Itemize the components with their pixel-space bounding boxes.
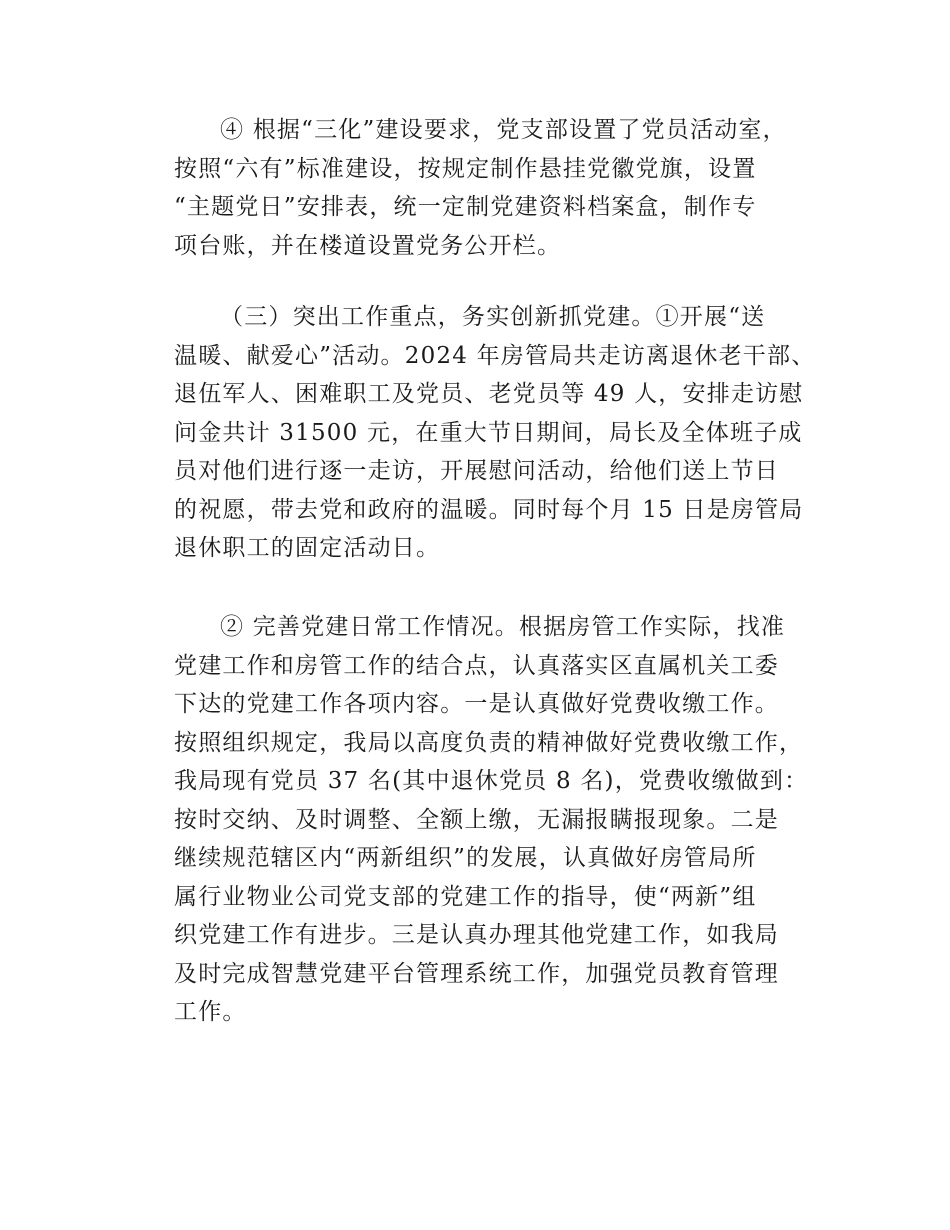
text-line: 我局现有党员 37 名(其中退休党员 8 名)，党费收缴做到：: [174, 768, 809, 794]
text-line: 工作。: [174, 999, 247, 1025]
text-line: 继续规范辖区内“两新组织”的发展，认真做好房管局所: [174, 845, 757, 871]
text-line: 按照组织规定，我局以高度负责的精神做好党费收缴工作，: [174, 729, 804, 756]
text-line: 党建工作和房管工作的结合点，认真落实区直属机关工委: [174, 652, 779, 679]
text-line: ④ 根据“三化”建设要求，党支部设置了党员活动室，: [220, 117, 787, 143]
text-line: 温暖、献爱心”活动。2024 年房管局共走访离退休老干部、: [174, 342, 816, 369]
text-line: 项台账，并在楼道设置党务公开栏。: [174, 232, 562, 259]
text-line: 按照“六有”标准建设，按规定制作悬挂党徽党旗，设置: [174, 155, 757, 182]
text-line: 退休职工的固定活动日。: [174, 535, 441, 561]
text-line: 织党建工作有进步。三是认真办理其他党建工作，如我局: [174, 922, 779, 948]
text-line: 下达的党建工作各项内容。一是认真做好党费收缴工作。: [174, 691, 779, 717]
paragraph-daily-party-work: [174, 608, 808, 1032]
text-line: 问金共计 31500 元，在重大节日期间，局长及全体班子成: [174, 419, 803, 446]
paragraph-key-work-focus: [174, 298, 815, 568]
text-line: 的祝愿，带去党和政府的温暖。同时每个月 15 日是房管局: [174, 496, 804, 523]
text-line: ② 完善党建日常工作情况。根据房管工作实际，找准: [220, 614, 786, 640]
text-line: 及时完成智慧党建平台管理系统工作，加强党员教育管理: [174, 960, 779, 987]
text-line: 员对他们进行逐一走访，开展慰问活动，给他们送上节日: [174, 458, 779, 484]
text-line: “主题党日”安排表，统一定制党建资料档案盒，制作专: [174, 194, 757, 220]
text-line: （三）突出工作重点，务实创新抓党建。①开展“送: [220, 304, 766, 330]
paragraph-party-activity-room: [174, 111, 787, 265]
text-line: 按时交纳、及时调整、全额上缴，无漏报瞒报现象。二是: [174, 806, 779, 833]
text-line: 退伍军人、困难职工及党员、老党员等 49 人，安排走访慰: [174, 381, 804, 407]
text-line: 属行业物业公司党支部的党建工作的指导，使“两新”组: [174, 883, 757, 910]
